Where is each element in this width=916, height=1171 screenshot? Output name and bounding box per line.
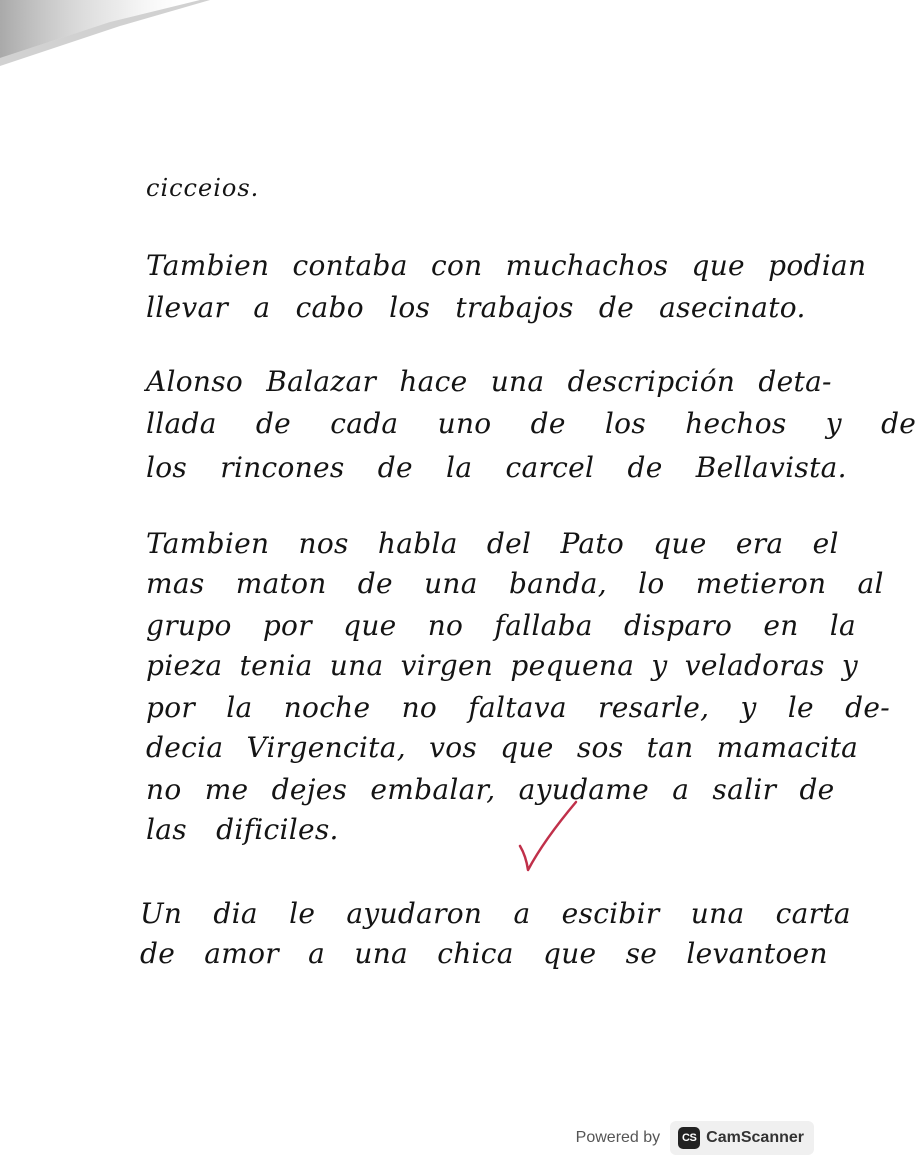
line-text: Tambien nos habla del Pato que era el [146, 527, 839, 560]
camscanner-watermark [576, 1121, 814, 1155]
camscanner-badge [670, 1121, 814, 1155]
line-text: las dificiles. [146, 813, 339, 846]
line-text: grupo por que no fallaba disparo en la [146, 609, 857, 642]
powered-by-label: Powered by [575, 1129, 661, 1146]
line-text: cicceios. [146, 174, 260, 202]
line-text: pieza tenia una virgen pequena y veladoras y [146, 649, 858, 682]
line-text: de amor a una chica que se levantoen [140, 937, 828, 970]
line-text: llada de cada uno de los hechos y de [146, 407, 916, 440]
brand-name: CamScanner [706, 1129, 804, 1146]
line-text: Alonso Balazar hace una descripción deta- [146, 365, 832, 398]
line-text: mas maton de una banda, lo metieron al [146, 567, 884, 600]
line-text: por la noche no faltava resarle, y le de- [146, 691, 890, 724]
line-text: no me dejes embalar, ayudame a salir de [146, 773, 835, 806]
camscanner-logo-icon: CS [678, 1127, 700, 1149]
line-text: Tambien contaba con muchachos que podian [146, 249, 867, 282]
checkmark-icon [516, 796, 580, 876]
line-text: los rincones de la carcel de Bellavista. [146, 451, 847, 484]
line-text: Un dia le ayudaron a escibir una carta [140, 897, 851, 930]
line-text: decia Virgencita, vos que sos tan mamacita [146, 731, 859, 764]
line-text: llevar a cabo los trabajos de asecinato. [146, 291, 806, 324]
